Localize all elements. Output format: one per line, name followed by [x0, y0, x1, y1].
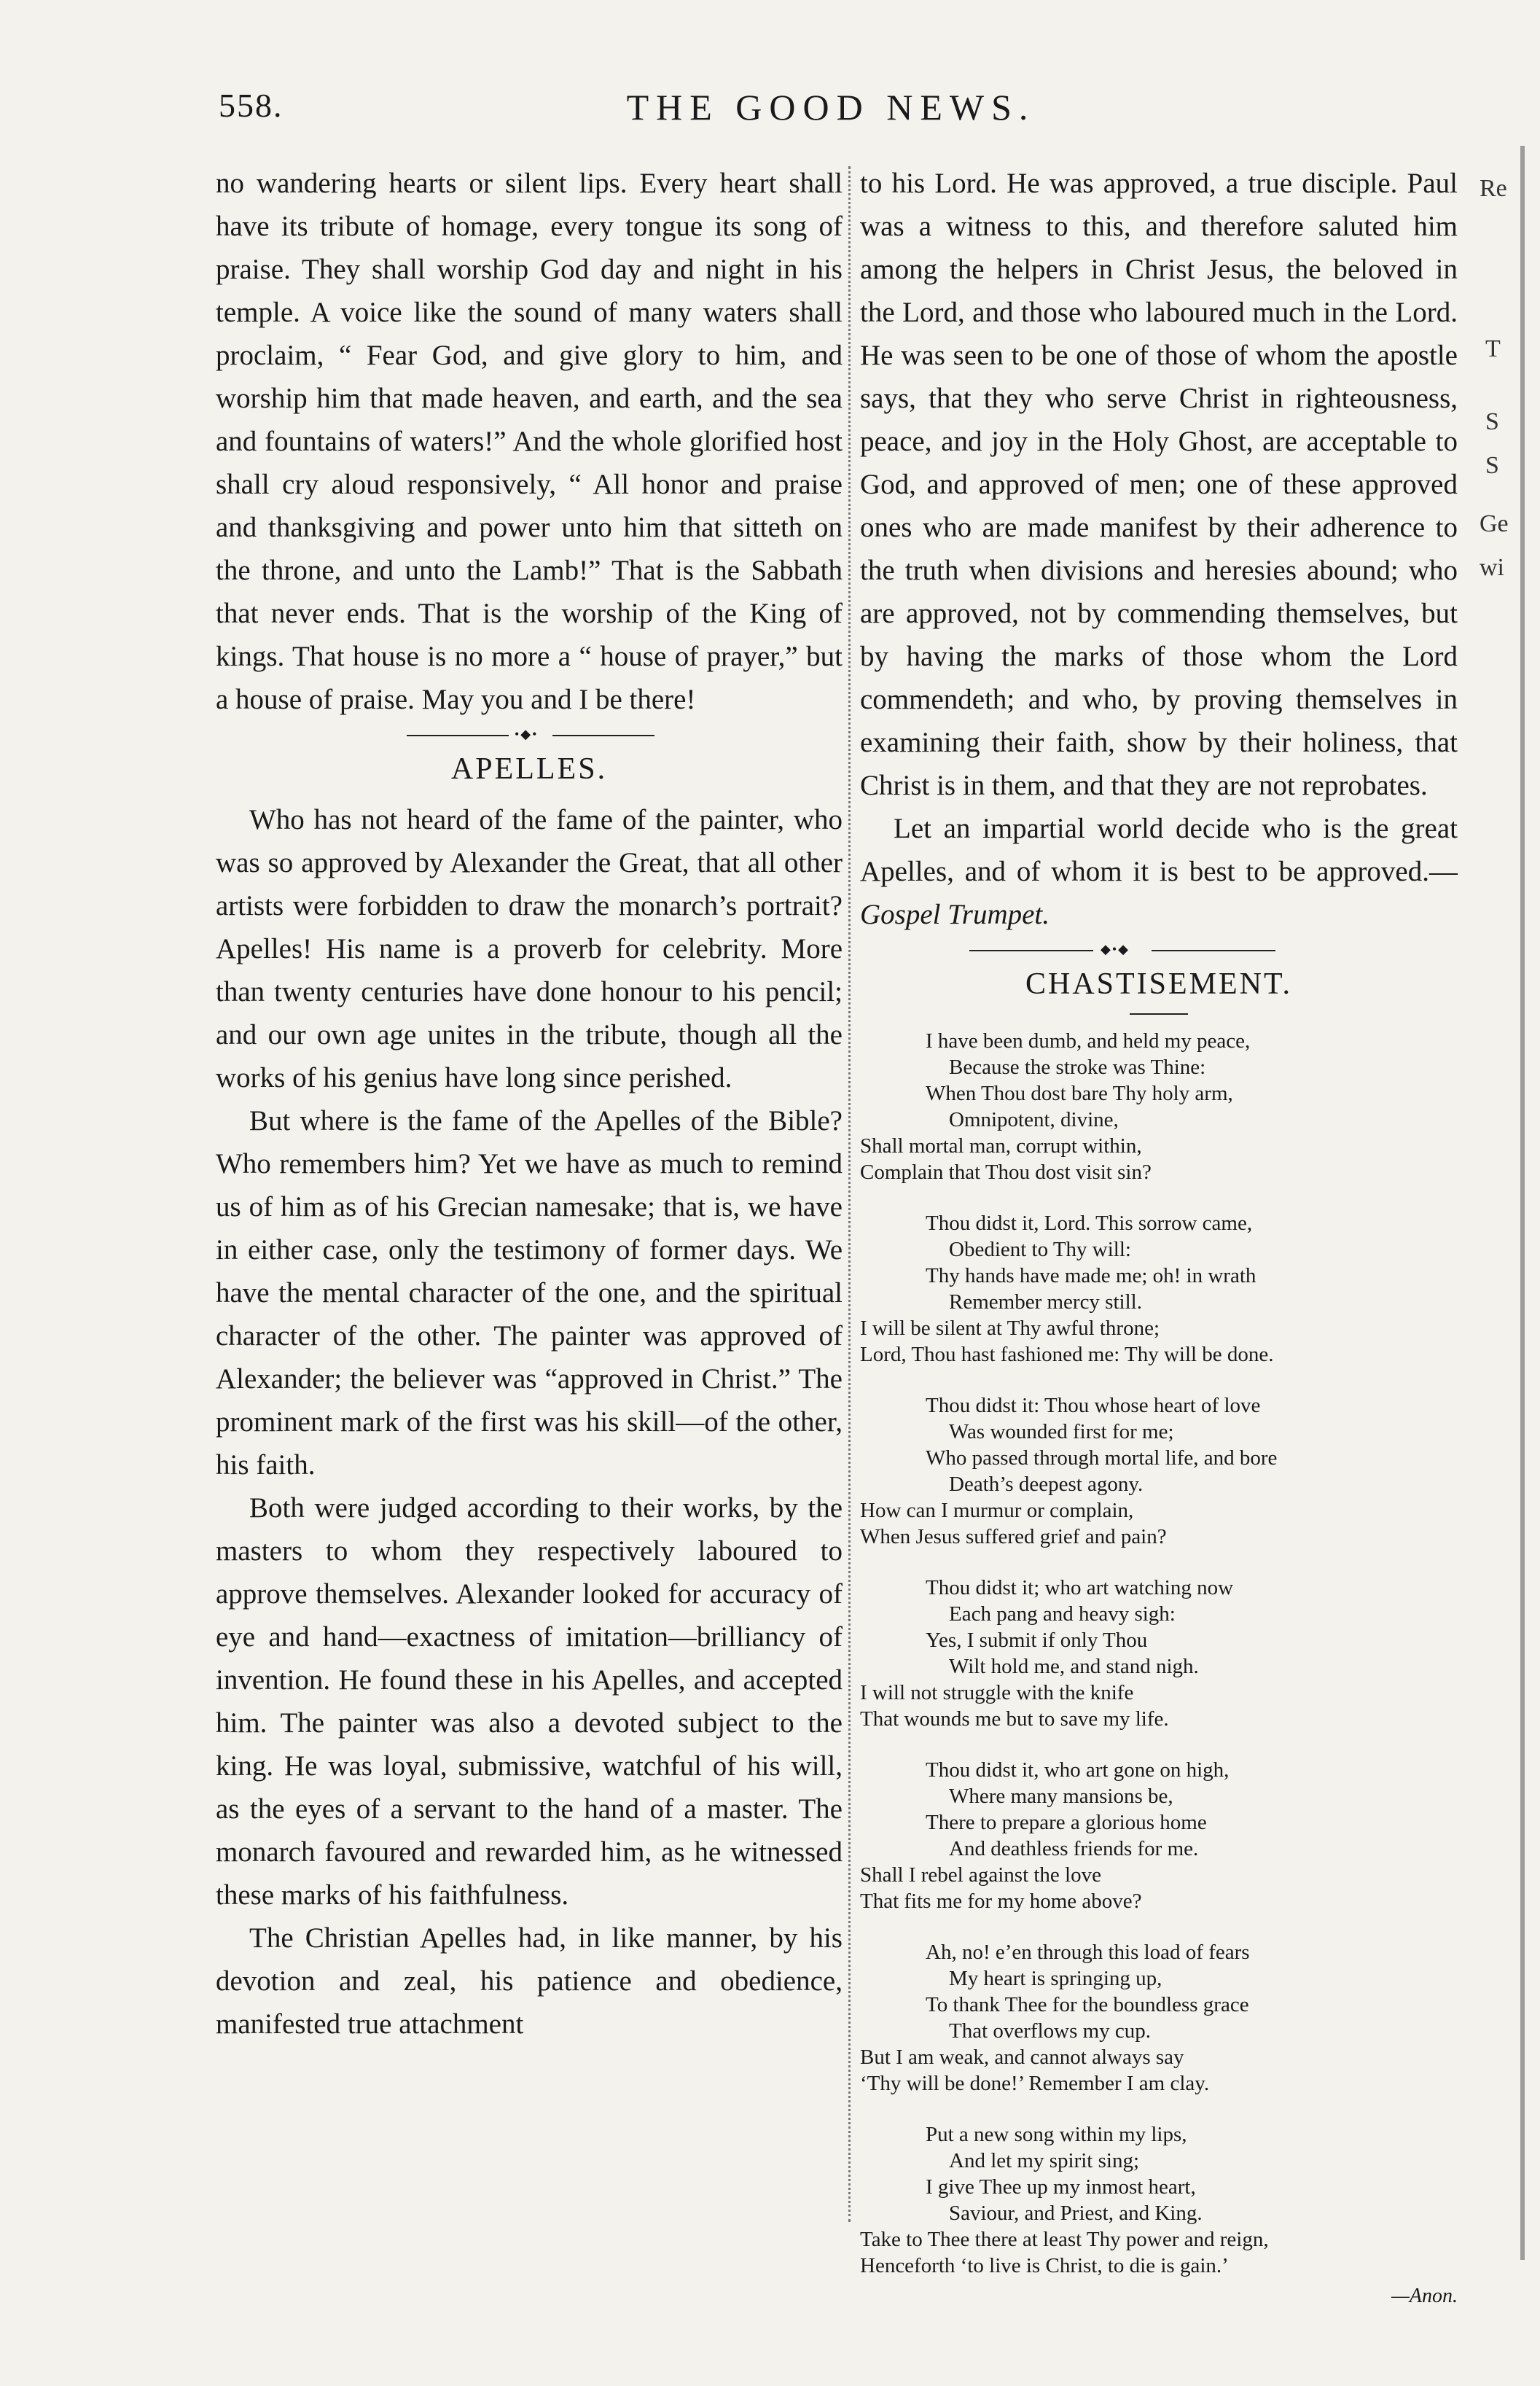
poem-line: Was wounded first for me; — [949, 1420, 1174, 1443]
poem-line: Thou didst it; who art watching now — [926, 1576, 1234, 1599]
section-rule: •◆• — [216, 727, 843, 744]
poem-line: When Thou dost bare Thy holy arm, — [926, 1082, 1233, 1105]
poem-line: Lord, Thou hast fashioned me: Thy will be done. — [860, 1343, 1274, 1366]
poem-stanza — [860, 1392, 1458, 1550]
title-underline — [1130, 1013, 1188, 1015]
edge-fragment: Re — [1480, 175, 1507, 202]
poem-line: Thou didst it: Thou whose heart of love — [926, 1394, 1261, 1417]
poem-line: Saviour, and Priest, and King. — [949, 2202, 1203, 2225]
poem-stanza — [860, 2121, 1458, 2279]
page-header — [219, 86, 1472, 144]
poem-line: Remember mercy still. — [949, 1290, 1142, 1314]
binding-shadow — [1520, 146, 1525, 2260]
adjacent-page-edge — [1480, 146, 1531, 2260]
poem-stanza — [860, 1575, 1458, 1732]
poem-line: That wounds me but to save my life. — [860, 1707, 1169, 1731]
poem-line: I will not struggle with the knife — [860, 1681, 1134, 1704]
poem-line: Thou didst it, who art gone on high, — [926, 1758, 1230, 1782]
poem-line: Who passed through mortal life, and bore — [926, 1446, 1278, 1470]
poem-stanza — [860, 1210, 1458, 1368]
poem-line: Shall mortal man, corrupt within, — [860, 1134, 1142, 1158]
poem-line: Wilt hold me, and stand nigh. — [949, 1655, 1199, 1678]
page-number: 558. — [219, 87, 284, 124]
poem-stanza — [860, 1939, 1458, 2097]
poem-line: And deathless friends for me. — [949, 1837, 1199, 1860]
poem-line: Thou didst it, Lord. This sorrow came, — [926, 1212, 1253, 1235]
poem — [860, 1028, 1458, 2279]
poem-line: Yes, I submit if only Thou — [926, 1629, 1148, 1652]
left-column — [216, 162, 843, 2046]
column-divider — [848, 166, 851, 2222]
poem-line: To thank Thee for the boundless grace — [926, 1993, 1249, 2016]
poem-line: Take to Thee there at least Thy power and reign, — [860, 2228, 1269, 2251]
poem-line: But I am weak, and cannot always say — [860, 2046, 1184, 2069]
apelles-paragraph-1: Who has not heard of the fame of the painter, who was so approved by Alexander the Great, that all other artists were forbidden to draw the monarch’s portrait? Apelles! His name is a proverb for celebrity. More than twenty centuries have done honour to his pencil; and our own age unites in the tribute, though all the works of his genius have long since perished. — [216, 804, 843, 1093]
closing-source: Gospel Trumpet. — [860, 899, 1050, 930]
apelles-paragraph-4: The Christian Apelles had, in like manner, by his devotion and zeal, his patience and obedience, manifested true attachment — [216, 1922, 843, 2040]
continuation-paragraph: to his Lord. He was approved, a true disciple. Paul was a witness to this, and therefore saluted him among the helpers in Christ Jesus, the beloved in the Lord, and those who laboured much in the Lord. He was seen to be one of those of whom the apostle says, that they who serve Christ in righteousness, peace, and joy in the Holy Ghost, are acceptable to God, and approved of men; one of these approved ones who are made manifest by their adherence to the truth when divisions and heresies abound; who are approved, not by commending themselves, but by having the marks of those whom the Lord commendeth; and who, by proving themselves in examining their faith, show by their holiness, that Christ is in them, and that they are not reprobates. — [860, 168, 1458, 801]
edge-fragment: wi — [1480, 554, 1504, 581]
edge-fragment: Ge — [1480, 510, 1509, 537]
poem-line: There to prepare a glorious home — [926, 1811, 1207, 1834]
poem-stanza — [860, 1028, 1458, 1185]
poem-line: Death’s deepest agony. — [949, 1473, 1144, 1496]
poem-line: Ah, no! e’en through this load of fears — [926, 1941, 1250, 1964]
intro-paragraph: no wandering hearts or silent lips. Every heart shall have its tribute of homage, every tongue its song of praise. They shall worship God day and night in his temple. A voice like the sound of many waters shall proclaim, “ Fear God, and give glory to him, and worship him that made heaven, and earth, and the sea and fountains of waters!” And the whole glorified host shall cry aloud responsively, “ All honor and praise and thanksgiving and power unto him that sitteth on the throne, and unto the Lamb!” That is the Sabbath that never ends. That is the worship of the King of kings. That house is no more a “ house of prayer,” but a house of praise. May you and I be there! — [216, 168, 843, 715]
poem-attribution: —Anon. — [1391, 2285, 1458, 2307]
edge-fragment: S — [1485, 408, 1499, 435]
poem-line: When Jesus suffered grief and pain? — [860, 1525, 1167, 1548]
poem-line: I will be silent at Thy awful throne; — [860, 1317, 1160, 1340]
poem-line: My heart is springing up, — [949, 1967, 1162, 1990]
poem-line: Shall I rebel against the love — [860, 1863, 1101, 1887]
poem-line: And let my spirit sing; — [949, 2149, 1139, 2172]
edge-fragment: S — [1485, 452, 1499, 479]
poem-line: That overflows my cup. — [949, 2019, 1152, 2043]
poem-line: Put a new song within my lips, — [926, 2123, 1187, 2146]
closing-paragraph — [860, 807, 1458, 936]
poem-line: Where many mansions be, — [949, 1785, 1173, 1808]
poem-line: Henceforth ‘to live is Christ, to die is gain.’ — [860, 2254, 1229, 2277]
poem-line: Thy hands have made me; oh! in wrath — [926, 1264, 1256, 1287]
poem-line: ‘Thy will be done!’ Remember I am clay. — [860, 2072, 1210, 2095]
poem-line: That fits me for my home above? — [860, 1890, 1142, 1913]
poem-line: I have been dumb, and held my peace, — [926, 1029, 1251, 1053]
poem-line: I give Thee up my inmost heart, — [926, 2175, 1196, 2199]
poem-line: Obedient to Thy will: — [949, 1238, 1131, 1261]
right-column — [860, 162, 1458, 2308]
apelles-paragraph-2: But where is the fame of the Apelles of the Bible? Who remembers him? Yet we have as much to remind us of him as of his Grecian namesake; that is, we have in either case, only the testimony of former days. We have the mental character of the one, and the spiritual character of the other. The painter was approved of Alexander; the believer was “approved in Christ.” The prominent mark of the first was his skill—of the other, his faith. — [216, 1105, 843, 1481]
edge-fragment: T — [1485, 335, 1501, 362]
poem-line: Complain that Thou dost visit sin? — [860, 1161, 1152, 1184]
poem-stanza — [860, 1757, 1458, 1914]
chastisement-title: CHASTISEMENT. — [1025, 967, 1293, 1001]
running-title: THE GOOD NEWS. — [626, 87, 1036, 128]
poem-line: How can I murmur or complain, — [860, 1499, 1134, 1522]
closing-text: Let an impartial world decide who is the great Apelles, and of whom it is best to be approved.— — [860, 813, 1458, 887]
poem-line: Because the stroke was Thine: — [949, 1056, 1206, 1079]
apelles-title: APELLES. — [450, 752, 608, 786]
section-rule: ◆•◆ — [860, 942, 1458, 959]
apelles-paragraph-3: Both were judged according to their works, by the masters to whom they respectively laboured to approve themselves. Alexander looked for accuracy of eye and hand—exactness of imitation—brilliancy of invention. He found these in his Apelles, and accepted him. The painter was also a devoted subject to the king. He was loyal, submissive, watchful of his will, as the eyes of a servant to the hand of a master. The monarch favoured and rewarded him, as he witnessed these marks of his faithfulness. — [216, 1492, 843, 1911]
poem-line: Each pang and heavy sigh: — [949, 1602, 1176, 1626]
poem-line: Omnipotent, divine, — [949, 1108, 1119, 1131]
